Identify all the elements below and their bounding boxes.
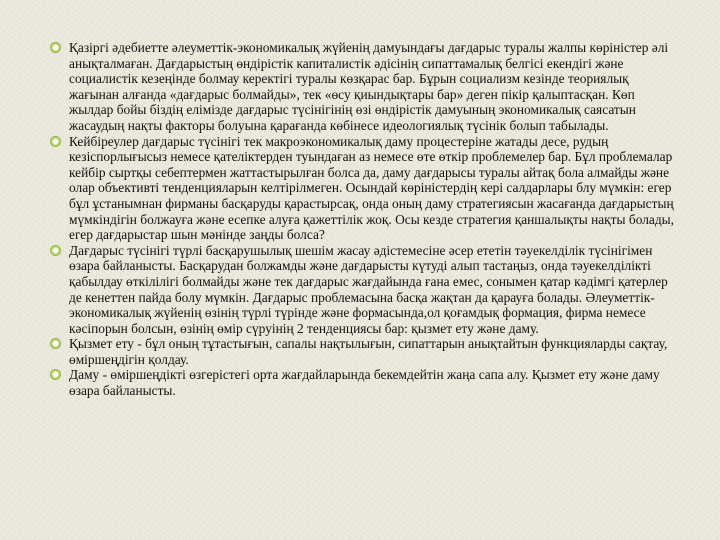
bullet-text: Кейбіреулер дағдарыс түсінігі тек макроэкономикалық даму процестеріне жатады десе, рудың кезіспорлығысыз немесе қателіктерден туындаған аз немесе өте өткір проблемелер бар. Бұл проблемалар кейбір сыртқы себептермен жаттастырылған болса да, даму дағдарысы туралы айтақ бола алмайды және олар объективті тенденцияларын келтірілмеген. Осындай көріністердің кері салдарлары блу мүмкін: егер бұл ұстанымнан фирманы басқаруды қарастырсақ, онда оның даму стратегиясын жасағанда дағдарыстың мүмкіндігін болжауға және есепке алуға қажеттілік жоқ. Осы кезде стратегия қаншалықты нақты болады, егер дағдарыстар шын мәнінде заңды болса? <box>69 133 674 243</box>
bullet-text: Қызмет ету - бұл оның тұтастығын, сапалы нақтылығын, сипаттарын анықтайтын функцияларды сақтау, өміршеңдігін қолдау. <box>69 336 668 367</box>
bullet-item <box>50 336 680 367</box>
circle-bullet-icon <box>50 338 61 349</box>
bullet-item <box>50 40 680 134</box>
circle-bullet-icon <box>50 369 61 380</box>
bullet-item <box>50 367 680 398</box>
bullet-list <box>50 40 680 399</box>
circle-bullet-icon <box>50 136 61 147</box>
bullet-text: Даму - өміршеңдікті өзгерістегі орта жағдайларында бекемдейтін жаңа сапа алу. Қызмет ету және даму өзара байланысты. <box>69 367 660 399</box>
circle-bullet-icon <box>50 245 61 256</box>
bullet-item <box>50 243 680 337</box>
bullet-text: Қазіргі әдебиетте әлеуметтік-экономикалық жүйенің дамуындағы дағдарыс туралы жалпы көріністер әлі анықталмаған. Дағдарыстың өндірістік капиталистік әдісінің сипаттамалық белгісі екендігі және социалистік кезеңінде болмау керектігі туралы көзқарас бар. Бұрын социализм кезінде теориялық жағынан алғанда «дағдарыс болмайды», тек «өсу қиындықтары бар» деген пікір қалыптасқан. Көп жылдар бойы біздің елімізде дағдарыс түсінігінің өзі өндірістік дамуының экономикалық саясатын жасаудың нақты факторы болуына қарағанда көбінесе идеологиялық түсінік болып табылады. <box>69 40 669 133</box>
bullet-text: Дағдарыс түсінігі түрлі басқарушылық шешім жасау әдістемесіне әсер ететін тәуекелділік түсінігімен өзара байланысты. Басқарудан болжамды және дағдарысты күтуді алып тастаңыз, онда тәуекелділікті қабылдау өткілілігі болмайды және тек дағдарыс жағдайында ғана емес, сонымен қатар кәдімгі қатерлер де кенеттен пайда болу мүмкін. Дағдарыс проблемасына басқа жақтан да қарауға болады. Әлеуметтік-экономикалық жүйенің өзінің түрлі түрінде және формасында,ол қоғамдық формация, фирма немесе кәсіпорын болсын, өзінің өмір сүруінің 2 тенденциясы бар: қызмет ету және даму. <box>69 242 668 336</box>
circle-bullet-icon <box>50 42 61 53</box>
bullet-item <box>50 134 680 243</box>
